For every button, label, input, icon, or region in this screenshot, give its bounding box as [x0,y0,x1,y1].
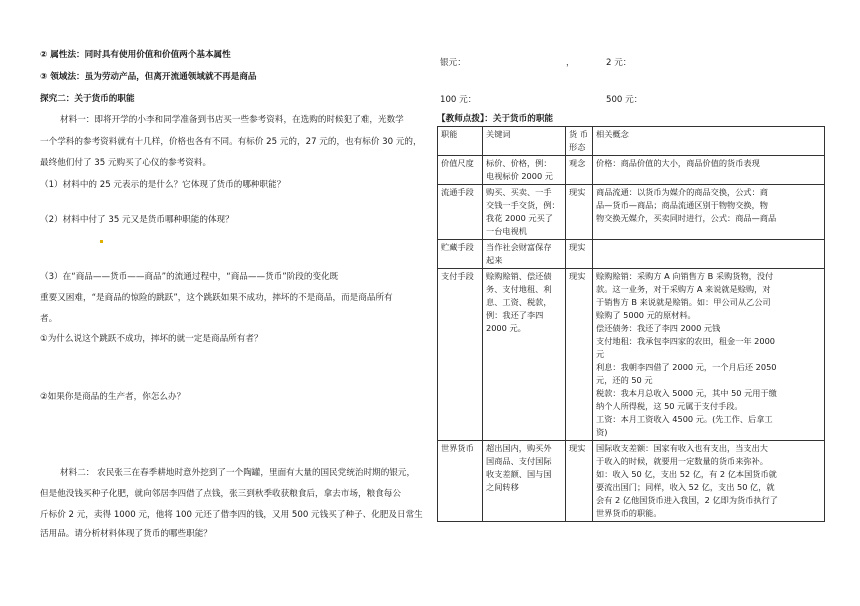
concept-line: 税款：我本月总收入 5000 元，其中 50 元用于缴 [596,388,777,398]
header-concepts: 相关概念 [593,127,825,156]
concept-line: 元，还的 50 元 [596,375,653,385]
material-two-line-4: 活用品。请分析材料体现了货币的哪些职能？ [40,529,212,539]
keyword-line: 我花 2000 元买了 [486,213,553,223]
row-form: 现实 [566,240,593,269]
two-yuan-label: 2 元： [606,58,632,68]
keyword-line: 之间转移 [486,482,519,492]
row-keywords [483,269,566,441]
row-concept [593,240,825,269]
concept-line: 会有 2 亿他国货币进入我国，2 亿即为货币执行了 [596,495,778,505]
concept-line: 赊购赊销：采购方 A 向销售方 B 采购货物，没付 [596,271,774,281]
table-row [438,441,825,522]
keyword-line: 交钱一手交货，例： [486,200,560,210]
table-row [438,185,825,240]
concept-line: 于销售方 B 来说就是赊销。如：甲公司从乙公司 [596,297,771,307]
concept-line: 支付地租：我承包李四家的农田，租金一年 2000 [596,336,776,346]
money-functions-table [437,126,825,522]
row-concept [593,156,825,185]
question-3-line-2: 重要又困难，“是商品的惊险的跳跃”，这个跳跃如果不成功，摔坏的不是商品，而是商品所有 [40,293,393,303]
attribute-method-line: ② 属性法：同时具有使用价值和价值两个基本属性 [40,50,231,60]
teacher-tips-heading: 【教师点拨】：关于货币的职能 [437,114,554,124]
row-form: 现实 [566,269,593,441]
concept-line: 于收入的时候，就要用一定数量的货币来弥补。 [596,456,768,466]
table-row [438,156,825,185]
concept-line: 利息：我朝李四借了 2000 元，一个月后还 2050 [596,362,777,372]
material-two-line-2: 但是他没钱买种子化肥，就向邻居李四借了点钱，张三到秋季收获粮食后，拿去市场，粮食每公 [40,489,401,499]
material-one-line-1: 材料一：即将开学的小李和同学准备到书店买一些参考资料，在选购的时候犯了难，光数学 [60,115,404,125]
keyword-line: 电视标价 2000 元 [486,171,553,181]
concept-line: 工资：本月工资收入 4500 元。(先工作、后拿工 [596,414,773,424]
concept-line: 品—货币—商品；商品流通区别于物物交换，物 [596,200,768,210]
question-3-line-3: 者。 [40,314,58,324]
header-keywords: 关键词 [483,127,566,156]
small-mark [100,240,103,243]
comma-separator: ， [566,58,575,68]
keyword-line: 一台电视机 [486,226,527,236]
row-concept [593,269,825,441]
row-function: 世界货币 [438,441,483,522]
header-function: 职能 [438,127,483,156]
keyword-line: 国商品、支付国际 [486,456,552,466]
question-3-sub-2: ②如果你是商品的生产者，你怎么办？ [40,392,186,402]
row-function: 贮藏手段 [438,240,483,269]
concept-line: 赊购了 5000 元的原材料。 [596,310,696,320]
section-heading: 探究二：关于货币的职能 [40,94,135,104]
concept-line: 国际收支差额：国家有收入也有支出，当支出大 [596,443,768,453]
concept-line: 纳个人所得税，这 50 元属于支付手段。 [596,401,743,411]
keyword-line: 标价、价格，例： [486,158,552,168]
row-function: 价值尺度 [438,156,483,185]
header-form: 货 币 形态 [566,127,593,156]
question-1: （1）材料中的 25 元表示的是什么？它体现了货币的哪种职能？ [40,180,286,190]
silver-coin-label: 银元： [440,58,466,68]
concept-line: 资) [596,427,608,437]
material-one-line-3: 最终他们付了 35 元购买了心仪的参考资料。 [40,158,212,168]
material-two-line-3: 斤标价 2 元，卖得 1000 元，他将 100 元还了借李四的钱，又用 500 元钱买了种子、化肥及日常生 [40,510,423,520]
table-row [438,240,825,269]
row-concept [593,185,825,240]
hundred-yuan-label: 100 元： [440,95,477,105]
keyword-line: 息、工资、税款， [486,297,552,307]
row-function: 支付手段 [438,269,483,441]
table-header-row [438,127,825,156]
question-3-sub-1: ①为什么说这个跳跃不成功，摔坏的就一定是商品所有者？ [40,334,263,344]
row-keywords [483,240,566,269]
keyword-line: 例：我还了李四 [486,310,544,320]
keyword-line: 起来 [486,255,503,265]
concept-line: 世界货币的职能。 [596,508,662,518]
material-one-line-2: 一个学科的参考资料就有十几样，价格也各有不同。有标价 25 元的，27 元的，也有标价 30 元的， [40,137,422,147]
domain-method-line: ③ 领域法：虽为劳动产品，但离开流通领域就不再是商品 [40,72,257,82]
concept-line: 价格：商品价值的大小，商品价值的货币表现 [596,158,760,168]
row-form: 现实 [566,441,593,522]
row-concept [593,441,825,522]
keyword-line: 务、支付地租、利 [486,284,552,294]
row-form: 观念 [566,156,593,185]
keyword-line: 超出国内，购买外 [486,443,552,453]
concept-line: 如：收入 50 亿，支出 52 亿，有 2 亿本国货币就 [596,469,777,479]
keyword-line: 2000 元。 [486,323,526,333]
concept-line: 商品流通：以货币为媒介的商品交换，公式：商 [596,187,768,197]
concept-line: 要流出国门；同样，收入 52 亿，支出 50 亿，就 [596,482,775,492]
material-two-line-1: 材料二： 农民张三在春季耕地时意外挖到了一个陶罐，里面有大量的国民党统治时期的银元， [60,468,416,478]
question-2: （2）材料中付了 35 元又是货币哪种职能的体现？ [40,215,234,225]
table-row [438,269,825,441]
keyword-line: 赊购赊销、偿还债 [486,271,552,281]
concept-line: 物交换无媒介，买卖同时进行，公式：商品—商品 [596,213,777,223]
row-function: 流通手段 [438,185,483,240]
five-hundred-yuan-label: 500 元： [606,95,643,105]
row-keywords [483,185,566,240]
keyword-line: 收支差额、国与国 [486,469,552,479]
row-keywords [483,156,566,185]
keyword-line: 购买、买卖、一手 [486,187,552,197]
keyword-line: 当作社会财富保存 [486,242,552,252]
concept-line: 偿还债务：我还了李四 2000 元钱 [596,323,721,333]
row-form: 现实 [566,185,593,240]
question-3-line-1: （3）在“商品——货币——商品”的流通过程中，“商品——货币”阶段的变化既 [40,272,339,282]
row-keywords [483,441,566,522]
concept-line: 元 [596,349,605,359]
concept-line: 款。这一业务，对于采购方 A 来说就是赊购，对 [596,284,771,294]
